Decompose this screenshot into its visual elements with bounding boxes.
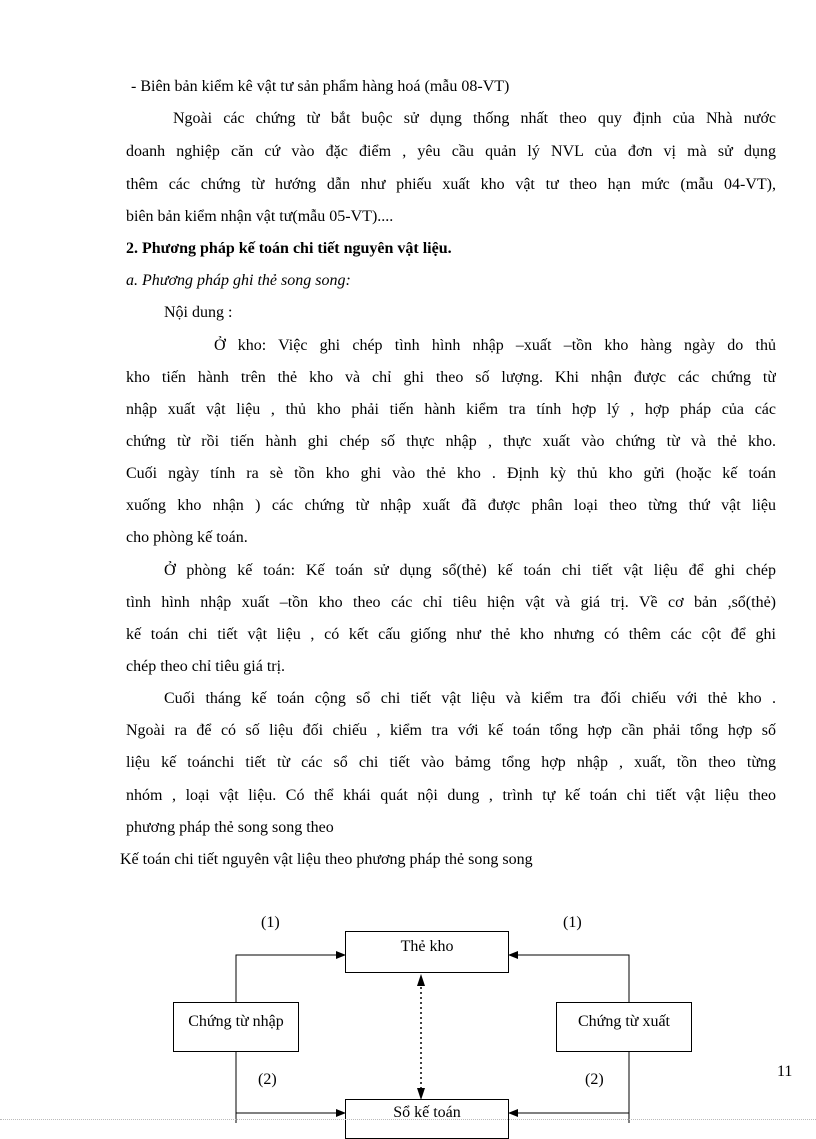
paragraph-3-line-4: chép theo chỉ tiêu giá trị. — [126, 658, 286, 675]
paragraph-2-line-3: nhập xuất vật liệu , thủ kho phải tiến hành kiểm tra tính hợp lý , hợp pháp của các — [126, 401, 776, 418]
paragraph-4-line-1: Cuối tháng kế toán cộng sổ chi tiết vật liệu và kiểm tra đối chiếu với thẻ kho . — [164, 690, 776, 707]
step-label-2-right: (2) — [585, 1071, 604, 1088]
paragraph-3-line-3: kế toán chi tiết vật liệu , có kết cấu giống như thẻ kho nhưng có thêm các cột để ghi — [126, 626, 776, 643]
bullet-line: - Biên bản kiểm kê vật tư sản phẩm hàng hoá (mẫu 08-VT) — [131, 78, 510, 95]
subsection-heading: a. Phương pháp ghi thẻ song song: — [126, 272, 351, 289]
paragraph-3-line-2: tình hình nhập xuất –tồn kho theo các chỉ tiêu hiện vật và giá trị. Về cơ bản ,sổ(thẻ) — [126, 594, 776, 611]
page-bottom-rule — [0, 1119, 816, 1120]
box-chung-tu-xuat — [556, 1002, 692, 1052]
paragraph-4-line-4: nhóm , loại vật liệu. Có thể khái quát nội dung , trình tự kế toán chi tiết vật liệu theo — [126, 787, 776, 804]
content-label: Nội dung : — [164, 304, 233, 321]
page-number: 11 — [777, 1063, 793, 1080]
step-label-2-left: (2) — [258, 1071, 277, 1088]
section-heading: 2. Phương pháp kế toán chi tiết nguyên vật liệu. — [126, 240, 452, 257]
step-label-1-left: (1) — [261, 914, 280, 931]
connector-xuat-to-the-kho — [509, 955, 629, 1002]
reconcile-arrow-up — [417, 974, 425, 986]
paragraph-2-line-5: Cuối ngày tính ra sè tồn kho ghi vào thẻ kho . Định kỳ thủ kho gửi (hoặc kế toán — [126, 465, 776, 482]
connector-nhap-to-the-kho — [236, 955, 345, 1002]
paragraph-4-line-3: liệu kế toánchi tiết từ các sổ chi tiết vào bảmg tổng hợp nhập , xuất, tồn theo từng — [126, 754, 776, 771]
paragraph-1-line-3: thêm các chứng từ hướng dẫn như phiếu xuất kho vật tư theo hạn mức (mẫu 04-VT), — [126, 176, 776, 193]
box-chung-tu-xuat-label: Chứng từ xuất — [577, 1013, 670, 1030]
box-chung-tu-nhap — [173, 1002, 299, 1052]
box-so-ke-toan-label: Sổ kế toán — [393, 1104, 461, 1121]
step-label-1-right: (1) — [563, 914, 582, 931]
paragraph-2-line-6: xuống kho nhận ) các chứng từ nhập xuất đã được phân loại theo từng thứ vật liệu — [126, 497, 776, 514]
paragraph-1-line-1: Ngoài các chứng từ bắt buộc sử dụng thống nhất theo quy định của Nhà nước — [173, 110, 776, 127]
paragraph-4-line-2: Ngoài ra để có số liệu đối chiếu , kiểm tra với kế toán tổng hợp cần phải tổng hợp số — [126, 722, 776, 739]
paragraph-1-line-4: biên bản kiểm nhận vật tư(mẫu 05-VT).... — [126, 208, 394, 225]
paragraph-1-line-2: doanh nghiệp căn cứ vào đặc điểm , yêu cầu quản lý NVL của đơn vị mà sử dụng — [126, 143, 776, 160]
paragraph-3-line-1: Ở phòng kế toán: Kế toán sử dụng sổ(thẻ) kế toán chi tiết vật liệu để ghi chép — [164, 562, 776, 579]
paragraph-2-line-1: Ở kho: Việc ghi chép tình hình nhập –xuất –tồn kho hàng ngày do thủ — [214, 337, 776, 354]
paragraph-2-line-7: cho phòng kế toán. — [126, 529, 248, 546]
paragraph-2-line-2: kho tiến hành trên thẻ kho và chỉ ghi theo số lượng. Khi nhận được các chứng từ — [126, 369, 776, 386]
box-chung-tu-nhap-label: Chứng từ nhập — [188, 1013, 284, 1030]
box-the-kho-label: Thẻ kho — [400, 938, 454, 955]
box-the-kho — [345, 931, 509, 973]
paragraph-4-line-5: phương pháp thẻ song song theo — [126, 819, 334, 836]
paragraph-2-line-4: chứng từ rồi tiến hành ghi chép số thực nhập , thực xuất vào chứng từ và thẻ kho. — [126, 433, 776, 450]
diagram-caption: Kế toán chi tiết nguyên vật liệu theo phương pháp thẻ song song — [120, 851, 533, 868]
